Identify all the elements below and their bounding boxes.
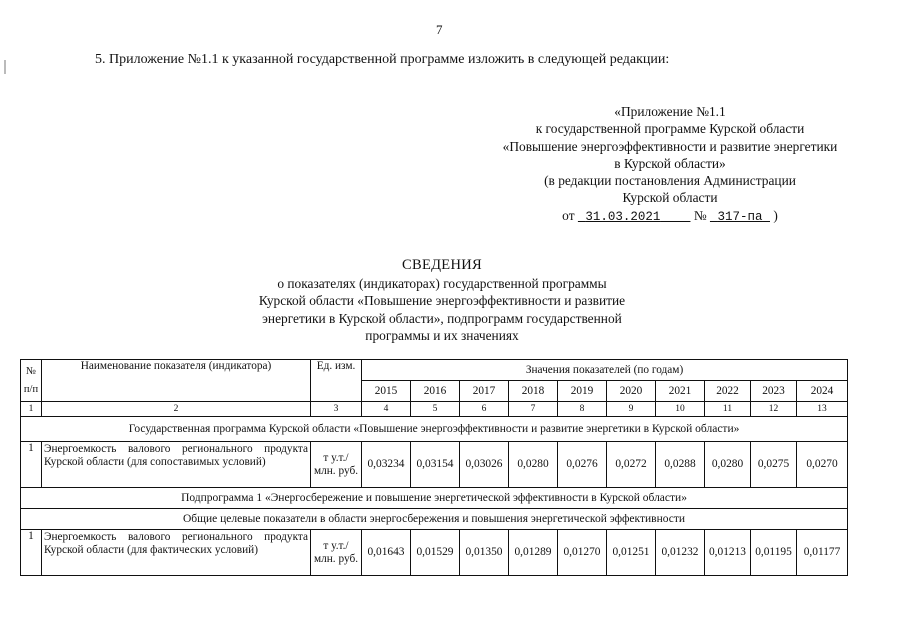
year-cell: 2016 [411, 381, 460, 402]
year-cell: 2023 [751, 381, 797, 402]
appendix-header [470, 103, 870, 226]
page-number: 7 [436, 22, 443, 37]
appendix-line: Курской области [622, 190, 718, 206]
column-index: 8 [558, 402, 607, 417]
header-num: № п/п [21, 360, 42, 402]
value-cell: 0,01350 [460, 530, 509, 576]
year-cell: 2019 [558, 381, 607, 402]
column-index: 7 [509, 402, 558, 417]
title-line: о показателях (индикаторах) государственной программы [277, 275, 607, 291]
row-number: 1 [21, 442, 42, 488]
column-index-row [21, 402, 848, 417]
column-index: 11 [705, 402, 751, 417]
title-line: Курской области «Повышение энергоэффективности и развитие [258, 293, 626, 308]
header-values: Значения показателей (по годам) [362, 360, 848, 381]
indicator-name: Энергоемкость валового регионального продукта Курской области (для фактических условий) [42, 530, 311, 576]
year-cell: 2022 [705, 381, 751, 402]
year-cell: 2020 [607, 381, 656, 402]
document-title [218, 257, 666, 345]
column-index: 2 [42, 402, 311, 417]
value-cell: 0,0280 [705, 442, 751, 488]
column-index: 1 [21, 402, 42, 417]
value-cell: 0,01195 [751, 530, 797, 576]
column-index: 3 [311, 402, 362, 417]
resolution-number: 317-па [717, 209, 763, 224]
column-index: 13 [797, 402, 848, 417]
appendix-line: к государственной программе Курской области [535, 121, 805, 137]
column-index: 9 [607, 402, 656, 417]
program-section-row [21, 417, 848, 442]
indicators-table [20, 359, 848, 576]
value-cell: 0,0270 [797, 442, 848, 488]
appendix-line: (в редакции постановления Администрации [544, 173, 796, 189]
header-name: Наименование показателя (индикатора) [42, 360, 311, 402]
value-cell: 0,01251 [607, 530, 656, 576]
column-index: 12 [751, 402, 797, 417]
year-cell: 2015 [362, 381, 411, 402]
value-cell: 0,03026 [460, 442, 509, 488]
value-cell: 0,01270 [558, 530, 607, 576]
value-cell: 0,0288 [656, 442, 705, 488]
value-cell: 0,0280 [509, 442, 558, 488]
value-cell: 0,03234 [362, 442, 411, 488]
value-cell: 0,03154 [411, 442, 460, 488]
row-number: 1 [21, 530, 42, 576]
table-row [21, 530, 848, 576]
year-cell: 2021 [656, 381, 705, 402]
column-index: 6 [460, 402, 509, 417]
table-row [21, 442, 848, 488]
year-cell: 2018 [509, 381, 558, 402]
resolution-date: 31.03.2021 [585, 209, 661, 224]
value-cell: 0,01177 [797, 530, 848, 576]
scan-edge-mark [4, 60, 6, 74]
value-cell: 0,0272 [607, 442, 656, 488]
subprogram-section-row [21, 488, 848, 509]
general-section-title: Общие целевые показатели в области энергосбережения и повышения энергетической эффективности [21, 509, 848, 530]
column-index: 4 [362, 402, 411, 417]
value-cell: 0,0276 [558, 442, 607, 488]
value-cell: 0,01289 [509, 530, 558, 576]
year-cell: 2017 [460, 381, 509, 402]
appendix-line: в Курской области» [614, 155, 726, 171]
value-cell: 0,01232 [656, 530, 705, 576]
appendix-line: «Повышение энергоэффективности и развитие энергетики [502, 138, 838, 154]
resolution-reference [470, 207, 870, 226]
column-index: 10 [656, 402, 705, 417]
title-line: программы и их значениях [365, 328, 519, 343]
indicator-unit: т у.т./млн. руб. [311, 442, 362, 488]
value-cell: 0,0275 [751, 442, 797, 488]
value-cell: 0,01213 [705, 530, 751, 576]
column-index: 5 [411, 402, 460, 417]
from-label: от [562, 207, 575, 223]
program-section-title: Государственная программа Курской области «Повышение энергоэффективности и развитие энергетики в Курской области» [21, 417, 848, 442]
title-line: энергетики в Курской области», подпрограмм государственной [262, 310, 622, 326]
title-heading: СВЕДЕНИЯ [402, 257, 482, 273]
value-cell: 0,01529 [411, 530, 460, 576]
indicator-name: Энергоемкость валового регионального продукта Курской области (для сопоставимых условий) [42, 442, 311, 488]
header-unit: Ед. изм. [311, 360, 362, 402]
closing-paren: ) [773, 207, 778, 223]
indicator-unit: т у.т./млн. руб. [311, 530, 362, 576]
table-header-row [21, 360, 848, 381]
year-cell: 2024 [797, 381, 848, 402]
number-label: № [693, 207, 707, 223]
general-section-row [21, 509, 848, 530]
subprogram-section-title: Подпрограмма 1 «Энергосбережение и повышение энергетической эффективности в Курской области» [21, 488, 848, 509]
value-cell: 0,01643 [362, 530, 411, 576]
intro-paragraph: 5. Приложение №1.1 к указанной государственной программе изложить в следующей редакции: [95, 52, 670, 67]
appendix-title: «Приложение №1.1 [614, 104, 726, 119]
